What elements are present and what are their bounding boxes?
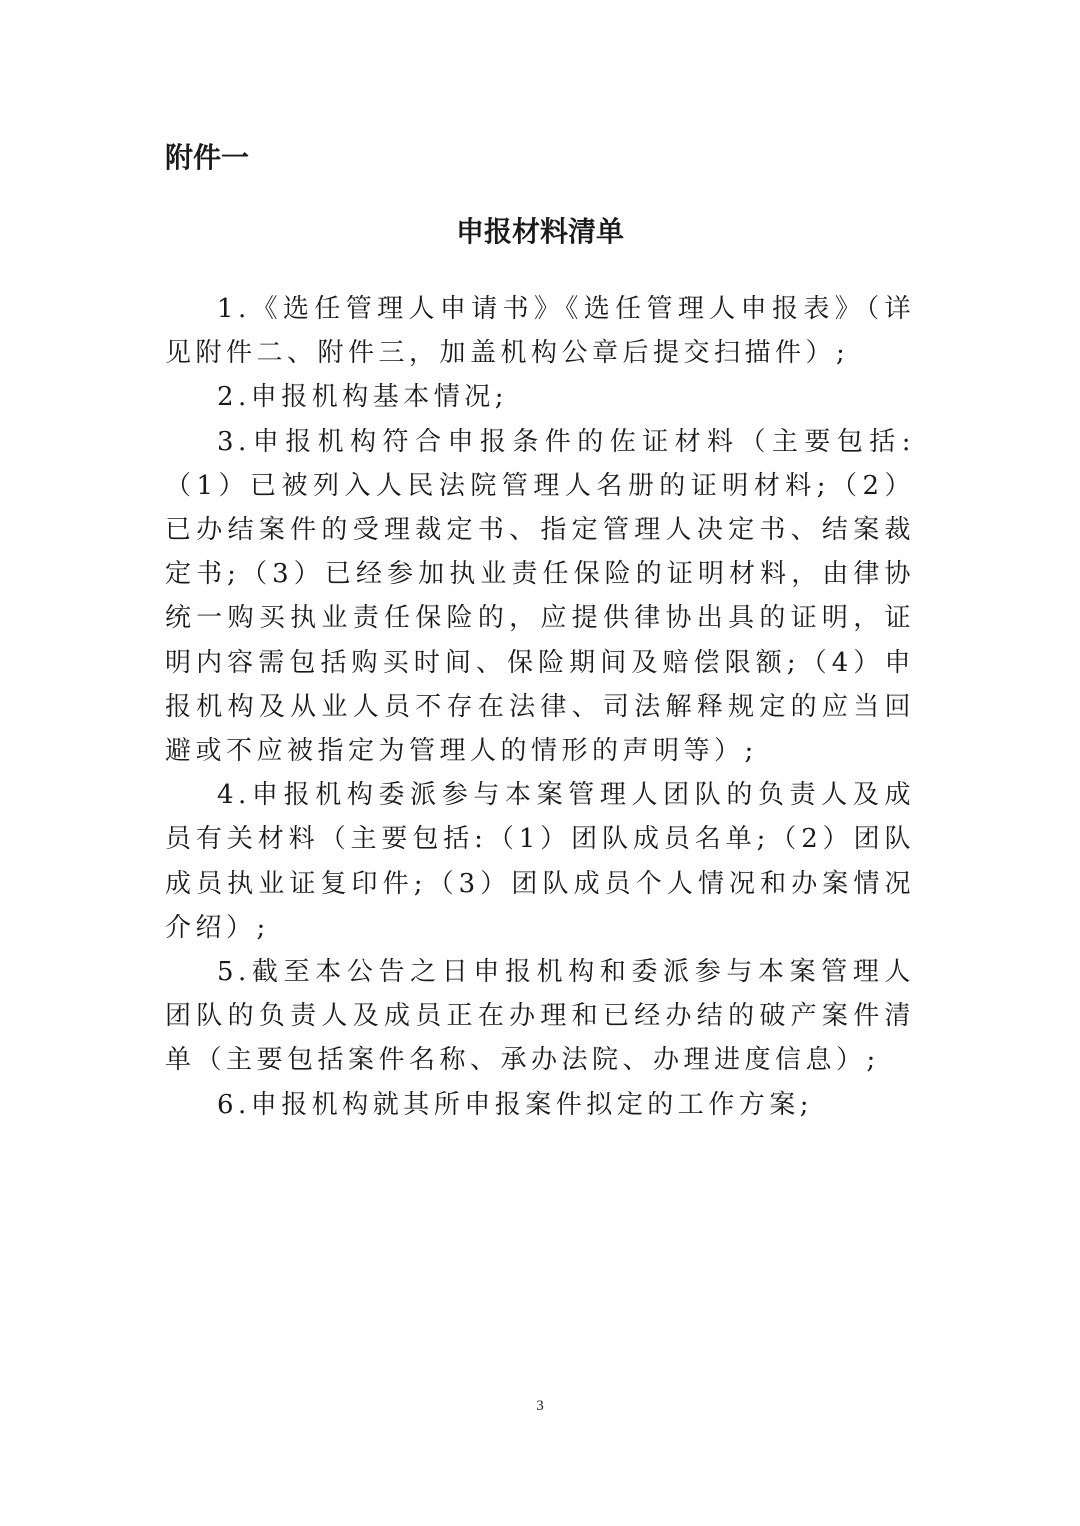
document-title: 申报材料清单: [455, 215, 624, 248]
attachment-label: 附件一: [165, 141, 250, 174]
list-item: 6.申报机构就其所申报案件拟定的工作方案;: [217, 1089, 814, 1120]
list-item: 5.截至本公告之日申报机构和委派参与本案管理人团队的负责人及成员正在办理和已经办结的破产案件清单（主要包括案件名称、承办法院、办理进度信息）;: [165, 957, 915, 1076]
list-item: 3.申报机构符合申报条件的佐证材料（主要包括:（1）已被列入人民法院管理人名册的证明材料;（2）已办结案件的受理裁定书、指定管理人决定书、结案裁定书;（3）已经参加执业责任保险的证明材料，由律协统一购买执业责任保险的，应提供律协出具的证明，证明内容需包括购买时间、保险期间及赔偿限额;（4）申报机构及从业人员不存在法律、司法解释规定的应当回避或不应被指定为管理人的情形的声明等）;: [165, 426, 915, 767]
list-item: 2.申报机构基本情况;: [217, 382, 509, 413]
list-item: 1.《选任管理人申请书》《选任管理人申报表》（详见附件二、附件三，加盖机构公章后提交扫描件）;: [165, 294, 915, 369]
materials-list: [165, 287, 915, 1127]
page-number: 3: [536, 1398, 544, 1414]
list-item: 4.申报机构委派参与本案管理人团队的负责人及成员有关材料（主要包括:（1）团队成员名单;（2）团队成员执业证复印件;（3）团队成员个人情况和办案情况介绍）;: [165, 780, 915, 943]
